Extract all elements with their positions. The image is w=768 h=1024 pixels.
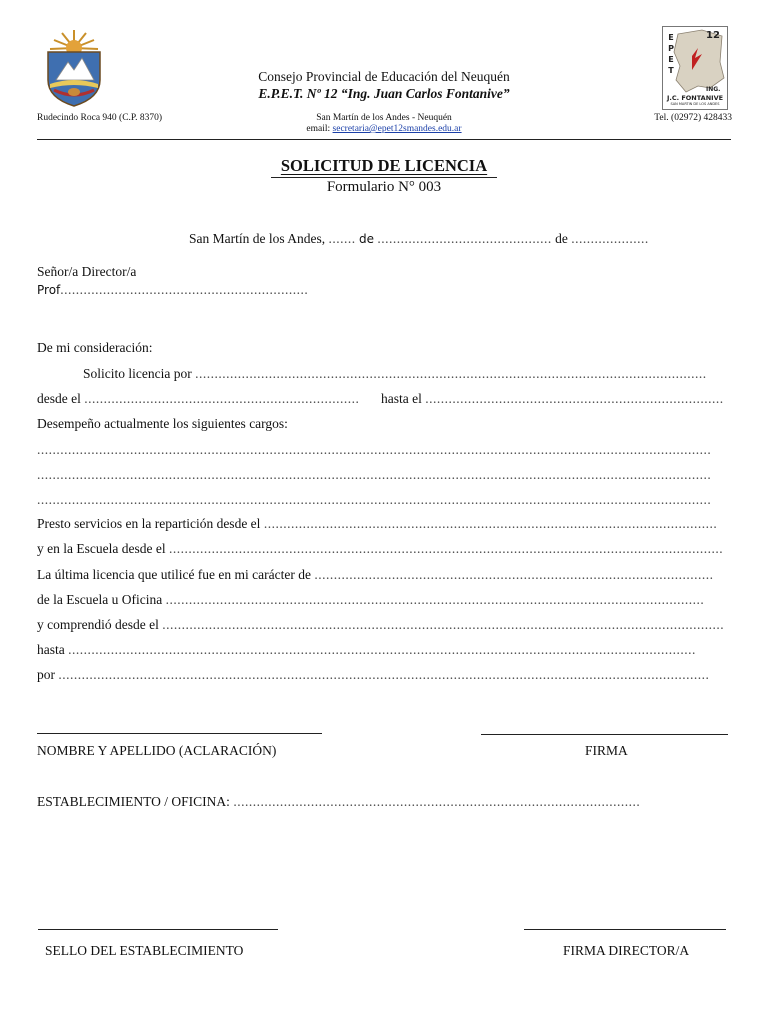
covered-from-label: y comprendió desde el (37, 617, 159, 632)
addressee: Señor/a Director/a (37, 264, 137, 279)
school-name: E.P.E.T. Nº 12 “Ing. Juan Carlos Fontanive” (258, 86, 510, 101)
covered-until-line[interactable]: hasta .................................................................................................................................................................. (37, 642, 696, 657)
signature-label: FIRMA (585, 743, 628, 758)
from-label: desde el (37, 391, 81, 406)
director-signature-line (524, 929, 726, 930)
date-line[interactable]: San Martín de los Andes, ....... de ............................................. de .................... (189, 231, 649, 246)
from-line[interactable]: desde el ....................................................................... (37, 391, 360, 406)
date-de: de (555, 231, 568, 246)
prof-label: Prof (37, 283, 61, 297)
positions-line-2[interactable]: .............................................................................................................................................................................. (37, 467, 712, 482)
date-de: de (359, 232, 374, 246)
logo-letter: E (668, 55, 674, 64)
school-address: Rudecindo Roca 940 (C.P. 8370) (37, 113, 163, 123)
logo-letter: E (668, 33, 674, 42)
school-office-line[interactable]: de la Escuela u Oficina ........................................................................................................................................... (37, 592, 705, 607)
seal-label: SELLO DEL ESTABLECIMIENTO (45, 943, 244, 958)
greeting: De mi consideración: (37, 340, 153, 355)
establishment-colon: : (226, 794, 230, 809)
positions-line-3[interactable]: .............................................................................................................................................................................. (37, 492, 712, 507)
signature-line (481, 734, 728, 735)
school-city: San Martín de los Andes - Neuquén (316, 113, 452, 123)
director-signature-label: FIRMA DIRECTOR/A (563, 943, 690, 958)
name-signature-line (37, 733, 322, 734)
positions-label: Desempeño actualmente los siguientes cargos: (37, 416, 288, 431)
covered-from-line[interactable]: y comprendió desde el ................................................................................................................................................. (37, 617, 725, 632)
last-leave-label: La última licencia que utilicé fue en mi carácter de (37, 567, 311, 582)
logo-place: SAN MARTIN DE LOS ANDES (670, 102, 720, 106)
reason-label: por (37, 667, 55, 682)
school-phone: Tel. (02972) 428433 (654, 113, 732, 123)
prof-line[interactable]: Prof................................................................ (37, 282, 309, 297)
email-link[interactable]: secretaria@epet12smandes.edu.ar (332, 124, 462, 134)
logo-letter: T (668, 66, 674, 75)
school-office-label: de la Escuela u Oficina (37, 592, 163, 607)
until-line[interactable]: hasta el ............................................................................. (381, 391, 724, 406)
name-label: NOMBRE Y APELLIDO (ACLARACIÓN) (37, 743, 277, 758)
email-label: email: (306, 124, 331, 134)
logo-number: 12 (706, 30, 720, 41)
request-label: Solicito licencia por (83, 366, 192, 381)
form-number: Formulario N° 003 (326, 179, 442, 195)
org-name: Consejo Provincial de Educación del Neuquén (258, 69, 510, 84)
service-since-label: Presto servicios en la repartición desde el (37, 516, 261, 531)
reason-line[interactable]: por ........................................................................................................................................................................ (37, 667, 710, 682)
logo-ing: ING. (706, 86, 721, 93)
establishment-label: ESTABLECIMIENTO / OFICINA (37, 794, 227, 809)
form-title: SOLICITUD DE LICENCIA (280, 156, 488, 175)
request-line[interactable]: Solicito licencia por .................................................................................................................................... (83, 366, 707, 381)
school-since-label: y en la Escuela desde el (37, 541, 166, 556)
seal-line (38, 929, 278, 930)
date-place: San Martín de los Andes, (189, 231, 326, 246)
service-since-line[interactable]: Presto servicios en la repartición desde el ..................................................................................................................... (37, 516, 718, 531)
title-underline (271, 177, 497, 178)
header-divider (37, 139, 731, 140)
covered-until-label: hasta (37, 642, 65, 657)
logo-name: J.C. FONTANIVE (666, 94, 724, 102)
positions-line-1[interactable]: .............................................................................................................................................................................. (37, 442, 712, 457)
until-label: hasta el (381, 391, 422, 406)
logo-letter: P (668, 44, 674, 53)
establishment-line[interactable]: ESTABLECIMIENTO / OFICINA: ......................................................................................................... (37, 794, 641, 809)
last-leave-line[interactable]: La última licencia que utilicé fue en mi carácter de ....................................................................................................... (37, 567, 714, 582)
email-line (0, 124, 768, 134)
school-since-line[interactable]: y en la Escuela desde el ............................................................................................................................................... (37, 541, 724, 556)
